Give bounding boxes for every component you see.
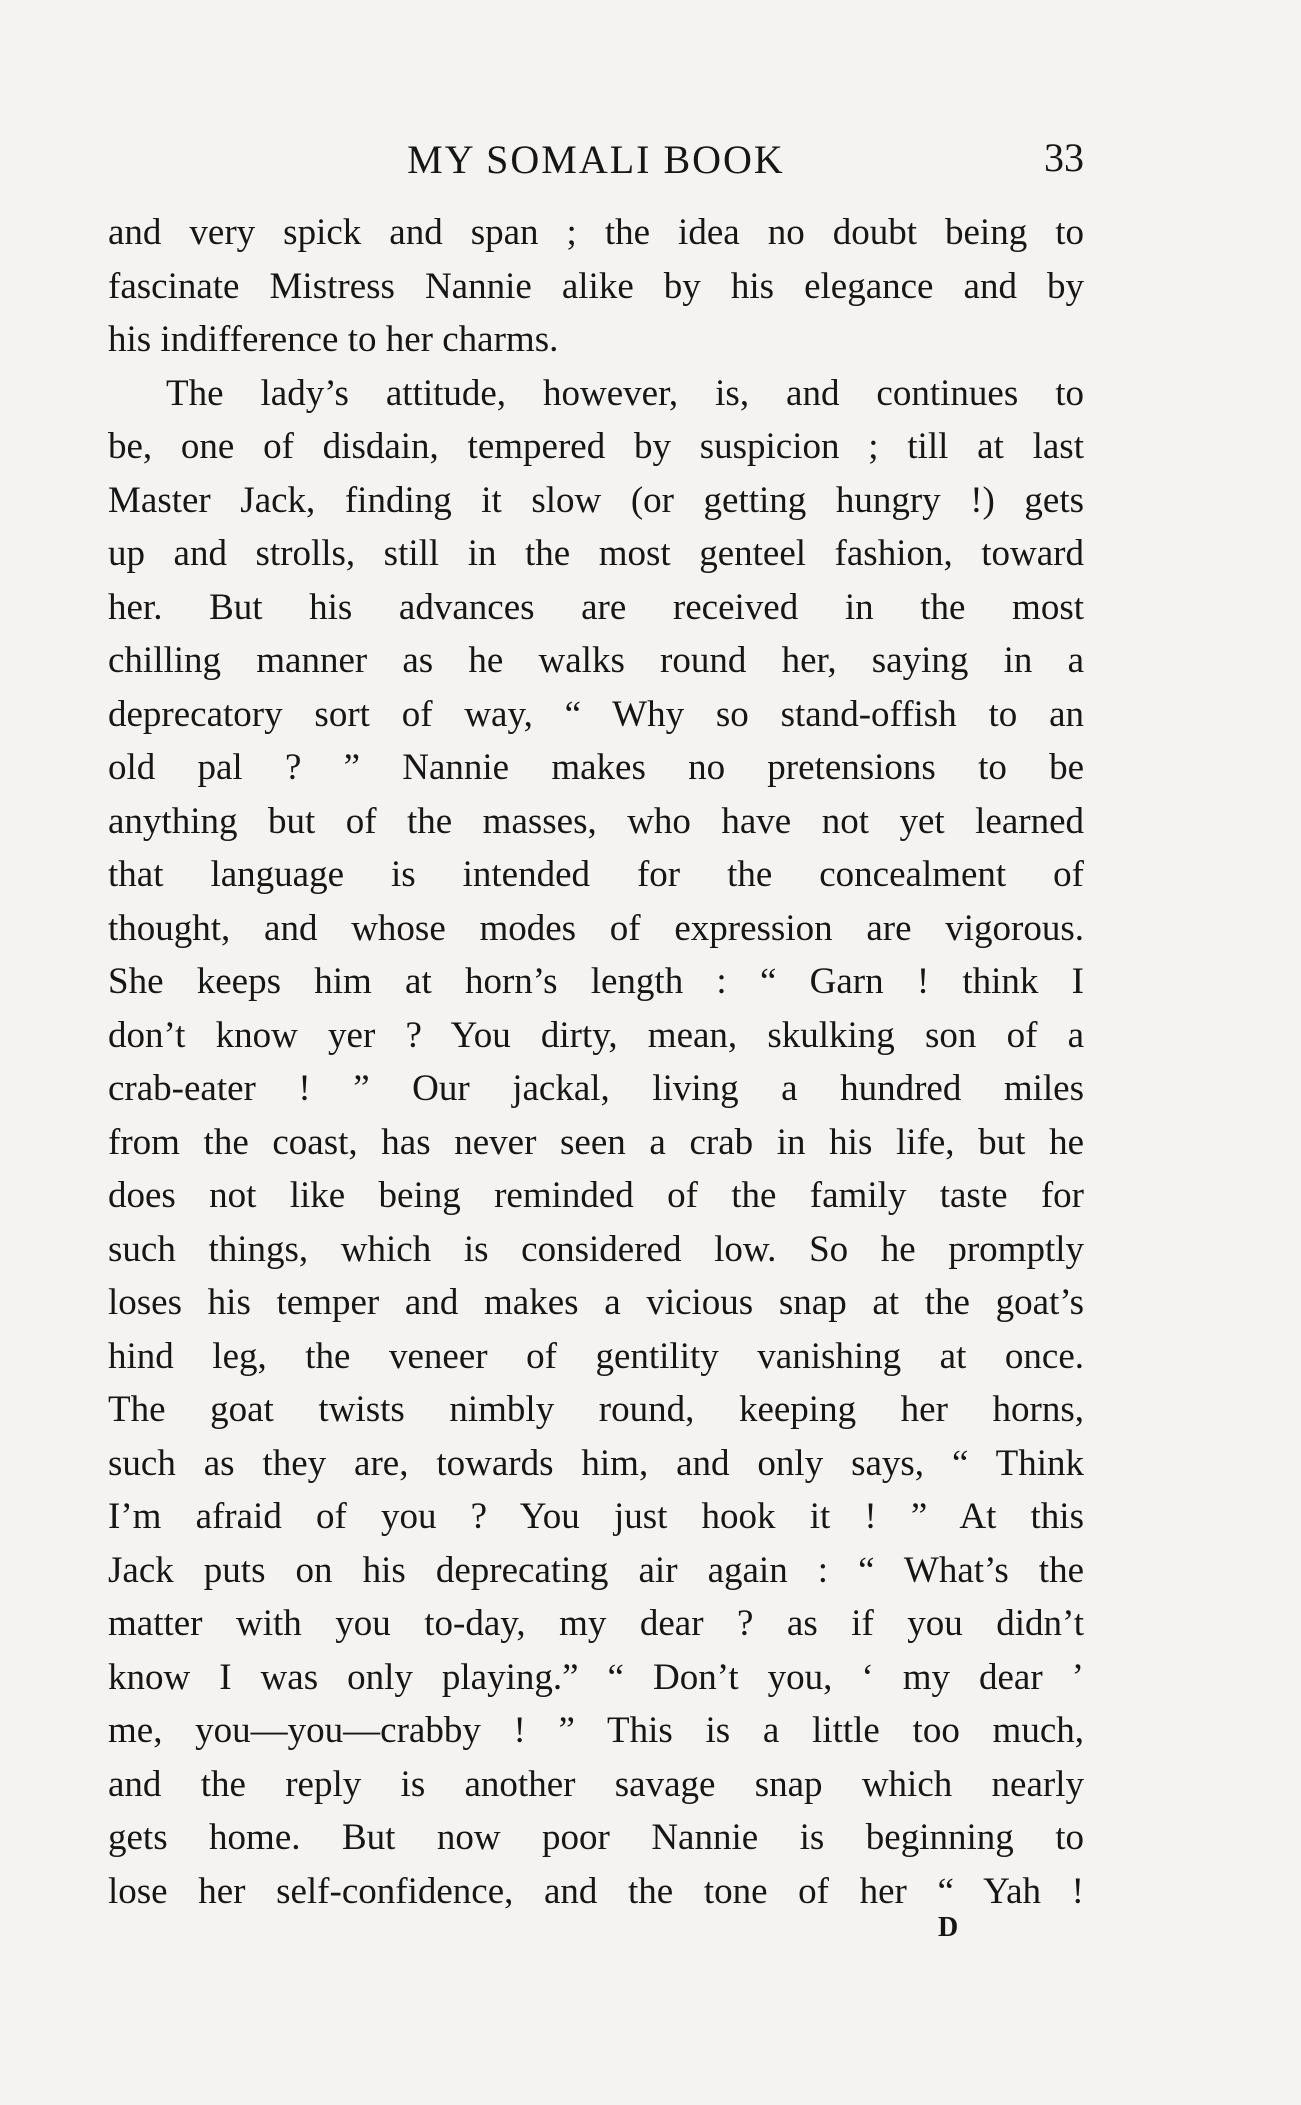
text-line: Jack puts on his deprecating air again : “ What’s the <box>108 1549 1084 1591</box>
page-header <box>108 128 1084 188</box>
text-line: lose her self-confidence, and the tone of her “ Yah ! <box>108 1870 1084 1912</box>
text-line: his indifference to her charms. <box>108 319 559 360</box>
text-line: that language is intended for the concealment of <box>108 854 1084 895</box>
text-line: be, one of disdain, tempered by suspicion ; till at last <box>108 426 1084 467</box>
text-line: Master Jack, finding it slow (or getting hungry !) gets <box>108 479 1084 521</box>
text-line: her. But his advances are received in the most <box>108 586 1084 628</box>
text-line: The lady’s attitude, however, is, and continues to <box>166 372 1084 414</box>
text-line: know I was only playing.” “ Don’t you, ‘ my dear ’ <box>108 1656 1084 1698</box>
text-line: gets home. But now poor Nannie is beginning to <box>108 1817 1084 1858</box>
paragraph <box>108 206 1084 367</box>
text-line: old pal ? ” Nannie makes no pretensions to be <box>108 747 1084 788</box>
text-line: from the coast, has never seen a crab in his life, but he <box>108 1121 1084 1163</box>
text-line: deprecatory sort of way, “ Why so stand-offish to an <box>108 693 1084 735</box>
body-text <box>108 206 1084 1918</box>
text-line: I’m afraid of you ? You just hook it ! ” At this <box>108 1496 1084 1537</box>
text-line: fascinate Mistress Nannie alike by his elegance and by <box>108 265 1084 307</box>
text-line: chilling manner as he walks round her, saying in a <box>108 640 1084 681</box>
text-line: anything but of the masses, who have not yet learned <box>108 800 1084 842</box>
text-line: such things, which is considered low. So he promptly <box>108 1228 1084 1270</box>
text-line: don’t know yer ? You dirty, mean, skulking son of a <box>108 1014 1084 1056</box>
text-line: up and strolls, still in the most genteel fashion, toward <box>108 533 1084 574</box>
running-title: MY SOMALI BOOK <box>407 137 785 182</box>
text-line: loses his temper and makes a vicious snap at the goat’s <box>108 1282 1084 1323</box>
text-line: and very spick and span ; the idea no doubt being to <box>108 212 1084 253</box>
text-line: She keeps him at horn’s length : “ Garn ! think I <box>108 961 1084 1002</box>
text-line: does not like being reminded of the family taste for <box>108 1175 1084 1216</box>
text-line: such as they are, towards him, and only says, “ Think <box>108 1442 1084 1484</box>
signature-mark: D <box>938 1912 959 1943</box>
text-line: The goat twists nimbly round, keeping her horns, <box>108 1389 1084 1430</box>
page-number: 33 <box>1044 135 1084 180</box>
text-line: me, you—you—crabby ! ” This is a little too much, <box>108 1710 1084 1751</box>
text-line: and the reply is another savage snap which nearly <box>108 1763 1084 1805</box>
text-line: thought, and whose modes of expression are vigorous. <box>108 907 1084 949</box>
text-line: crab-eater ! ” Our jackal, living a hundred miles <box>108 1068 1084 1109</box>
text-line: matter with you to-day, my dear ? as if you didn’t <box>108 1603 1084 1644</box>
paragraph <box>108 367 1084 1919</box>
text-line: hind leg, the veneer of gentility vanishing at once. <box>108 1335 1084 1377</box>
